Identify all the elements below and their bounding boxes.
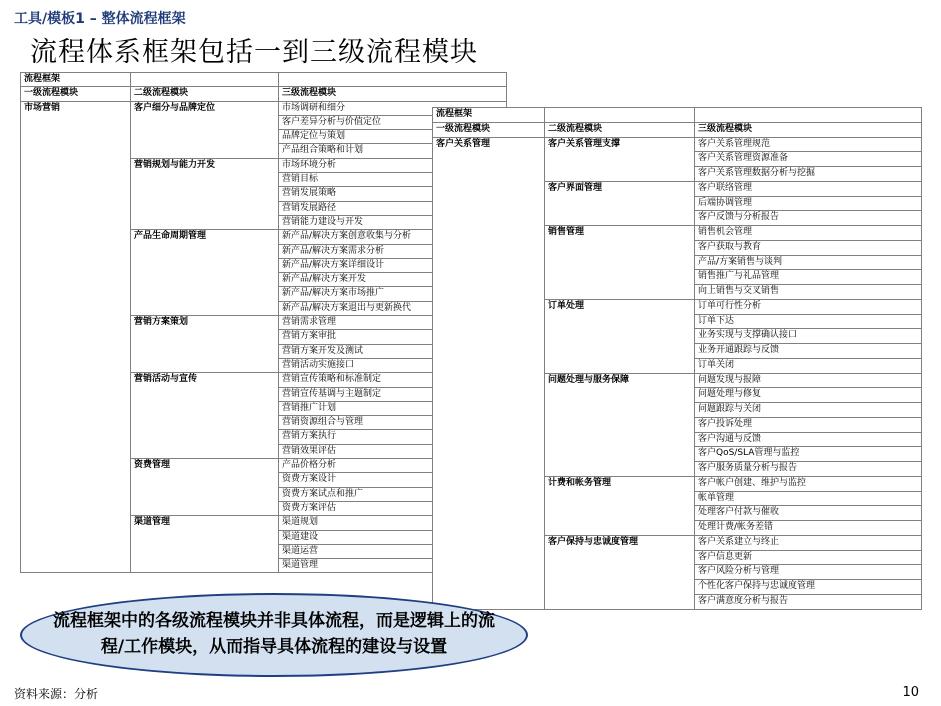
table-title: 流程框架 [21, 73, 131, 87]
column-header: 三级流程模块 [695, 122, 922, 137]
level3-cell: 营销发展路径 [279, 201, 507, 215]
level3-cell: 处理客户付款与催收 [695, 506, 922, 521]
level3-cell: 营销方案开发及测试 [279, 344, 507, 358]
level2-cell: 渠道管理 [131, 516, 279, 573]
level3-cell: 营销方案执行 [279, 430, 507, 444]
level3-cell: 问题跟踪与关闭 [695, 403, 922, 418]
level3-cell: 客户差异分析与价值定位 [279, 115, 507, 129]
level3-cell: 个性化客户保持与忠诚度管理 [695, 580, 922, 595]
level3-cell: 订单可行性分析 [695, 299, 922, 314]
level3-cell: 客户关系管理数据分析与挖掘 [695, 167, 922, 182]
level3-cell: 资费方案试点和推广 [279, 487, 507, 501]
level3-cell: 渠道规划 [279, 516, 507, 530]
level3-cell: 新产品/解决方案创意收集与分析 [279, 230, 507, 244]
level2-cell: 客户关系管理支撑 [545, 137, 695, 181]
level3-cell: 营销目标 [279, 173, 507, 187]
level2-cell: 计费和帐务管理 [545, 476, 695, 535]
level2-cell: 产品生命周期管理 [131, 230, 279, 316]
table-header-row [21, 87, 507, 101]
source-note: 资料来源：分析 [14, 687, 99, 701]
table-title-blank [131, 73, 279, 87]
level3-cell: 客户帐户创建、维护与监控 [695, 476, 922, 491]
level3-cell: 营销效果评估 [279, 444, 507, 458]
level3-cell: 渠道运营 [279, 544, 507, 558]
level3-cell: 营销宣传策略和标准制定 [279, 373, 507, 387]
level3-cell: 销售推广与礼品管理 [695, 270, 922, 285]
level3-cell: 订单下达 [695, 314, 922, 329]
level2-cell: 客户保持与忠诚度管理 [545, 535, 695, 609]
level3-cell: 资费方案设计 [279, 473, 507, 487]
table-title-row [21, 73, 507, 87]
level3-cell: 帐单管理 [695, 491, 922, 506]
page-number: 10 [902, 685, 919, 700]
level1-cell: 客户关系管理 [433, 137, 545, 609]
level3-cell: 后端协调管理 [695, 196, 922, 211]
level3-cell: 客户关系建立与终止 [695, 535, 922, 550]
level3-cell: 营销需求管理 [279, 316, 507, 330]
level3-cell: 客户沟通与反馈 [695, 432, 922, 447]
table-header-row [433, 122, 922, 137]
column-header: 一级流程模块 [21, 87, 131, 101]
level3-cell: 向上销售与交叉销售 [695, 285, 922, 300]
level3-cell: 新产品/解决方案开发 [279, 273, 507, 287]
level3-cell: 市场调研和细分 [279, 101, 507, 115]
level2-cell: 销售管理 [545, 226, 695, 300]
level3-cell: 业务开通跟踪与反馈 [695, 344, 922, 359]
level3-cell: 营销方案审批 [279, 330, 507, 344]
level3-cell: 营销宣传基调与主题制定 [279, 387, 507, 401]
table-title: 流程框架 [433, 108, 545, 123]
table-row [433, 137, 922, 152]
table-title-row [433, 108, 922, 123]
level3-cell: 客户获取与教育 [695, 240, 922, 255]
level3-cell: 客户信息更新 [695, 550, 922, 565]
level3-cell: 销售机会管理 [695, 226, 922, 241]
level3-cell: 新产品/解决方案退出与更新换代 [279, 301, 507, 315]
callout-text: 流程框架中的各级流程模块并非具体流程，而是逻辑上的流程/工作模块，从而指导具体流程的建设与设置 [53, 611, 495, 657]
level3-cell: 新产品/解决方案需求分析 [279, 244, 507, 258]
level3-cell: 资费方案评估 [279, 501, 507, 515]
level3-cell: 市场环境分析 [279, 158, 507, 172]
table-title-blank [695, 108, 922, 123]
level3-cell: 营销资源组合与管理 [279, 416, 507, 430]
level3-cell: 渠道建设 [279, 530, 507, 544]
breadcrumb: 工具/模板1 – 整体流程框架 [14, 11, 186, 27]
level3-cell: 产品价格分析 [279, 459, 507, 473]
level3-cell: 客户关系管理资源准备 [695, 152, 922, 167]
level3-cell: 产品组合策略和计划 [279, 144, 507, 158]
level3-cell: 新产品/解决方案详细设计 [279, 258, 507, 272]
level3-cell: 问题处理与修复 [695, 388, 922, 403]
level3-cell: 客户反馈与分析报告 [695, 211, 922, 226]
column-header: 一级流程模块 [433, 122, 545, 137]
level2-cell: 订单处理 [545, 299, 695, 373]
column-header: 二级流程模块 [131, 87, 279, 101]
level3-cell: 订单关闭 [695, 358, 922, 373]
level3-cell: 营销活动实施接口 [279, 358, 507, 372]
table-title-blank [545, 108, 695, 123]
level3-cell: 客户满意度分析与报告 [695, 594, 922, 609]
process-framework-table-crm [432, 107, 922, 610]
level2-cell: 资费管理 [131, 459, 279, 516]
level3-cell: 产品/方案销售与谈判 [695, 255, 922, 270]
level2-cell: 客户界面管理 [545, 181, 695, 225]
level3-cell: 客户服务质量分析与报告 [695, 462, 922, 477]
level3-cell: 新产品/解决方案市场推广 [279, 287, 507, 301]
level3-cell: 处理计费/帐务差错 [695, 521, 922, 536]
level3-cell: 营销推广计划 [279, 401, 507, 415]
level3-cell: 客户关系管理规范 [695, 137, 922, 152]
level3-cell: 客户投诉处理 [695, 417, 922, 432]
level3-cell: 营销发展策略 [279, 187, 507, 201]
level3-cell: 品牌定位与策划 [279, 130, 507, 144]
table-title-blank [279, 73, 507, 87]
page-title: 流程体系框架包括一到三级流程模块 [30, 37, 478, 68]
level2-cell: 问题处理与服务保障 [545, 373, 695, 476]
level2-cell: 营销规划与能力开发 [131, 158, 279, 229]
level3-cell: 渠道管理 [279, 559, 507, 573]
level2-cell: 客户细分与品牌定位 [131, 101, 279, 158]
level3-cell: 客户联络管理 [695, 181, 922, 196]
level3-cell: 业务实现与支撑确认接口 [695, 329, 922, 344]
level3-cell: 问题发现与报障 [695, 373, 922, 388]
column-header: 二级流程模块 [545, 122, 695, 137]
level3-cell: 客户QoS/SLA管理与监控 [695, 447, 922, 462]
level2-cell: 营销方案策划 [131, 316, 279, 373]
level3-cell: 客户风险分析与管理 [695, 565, 922, 580]
level2-cell: 营销活动与宣传 [131, 373, 279, 459]
level3-cell: 营销能力建设与开发 [279, 215, 507, 229]
level1-cell: 市场营销 [21, 101, 131, 573]
column-header: 三级流程模块 [279, 87, 507, 101]
